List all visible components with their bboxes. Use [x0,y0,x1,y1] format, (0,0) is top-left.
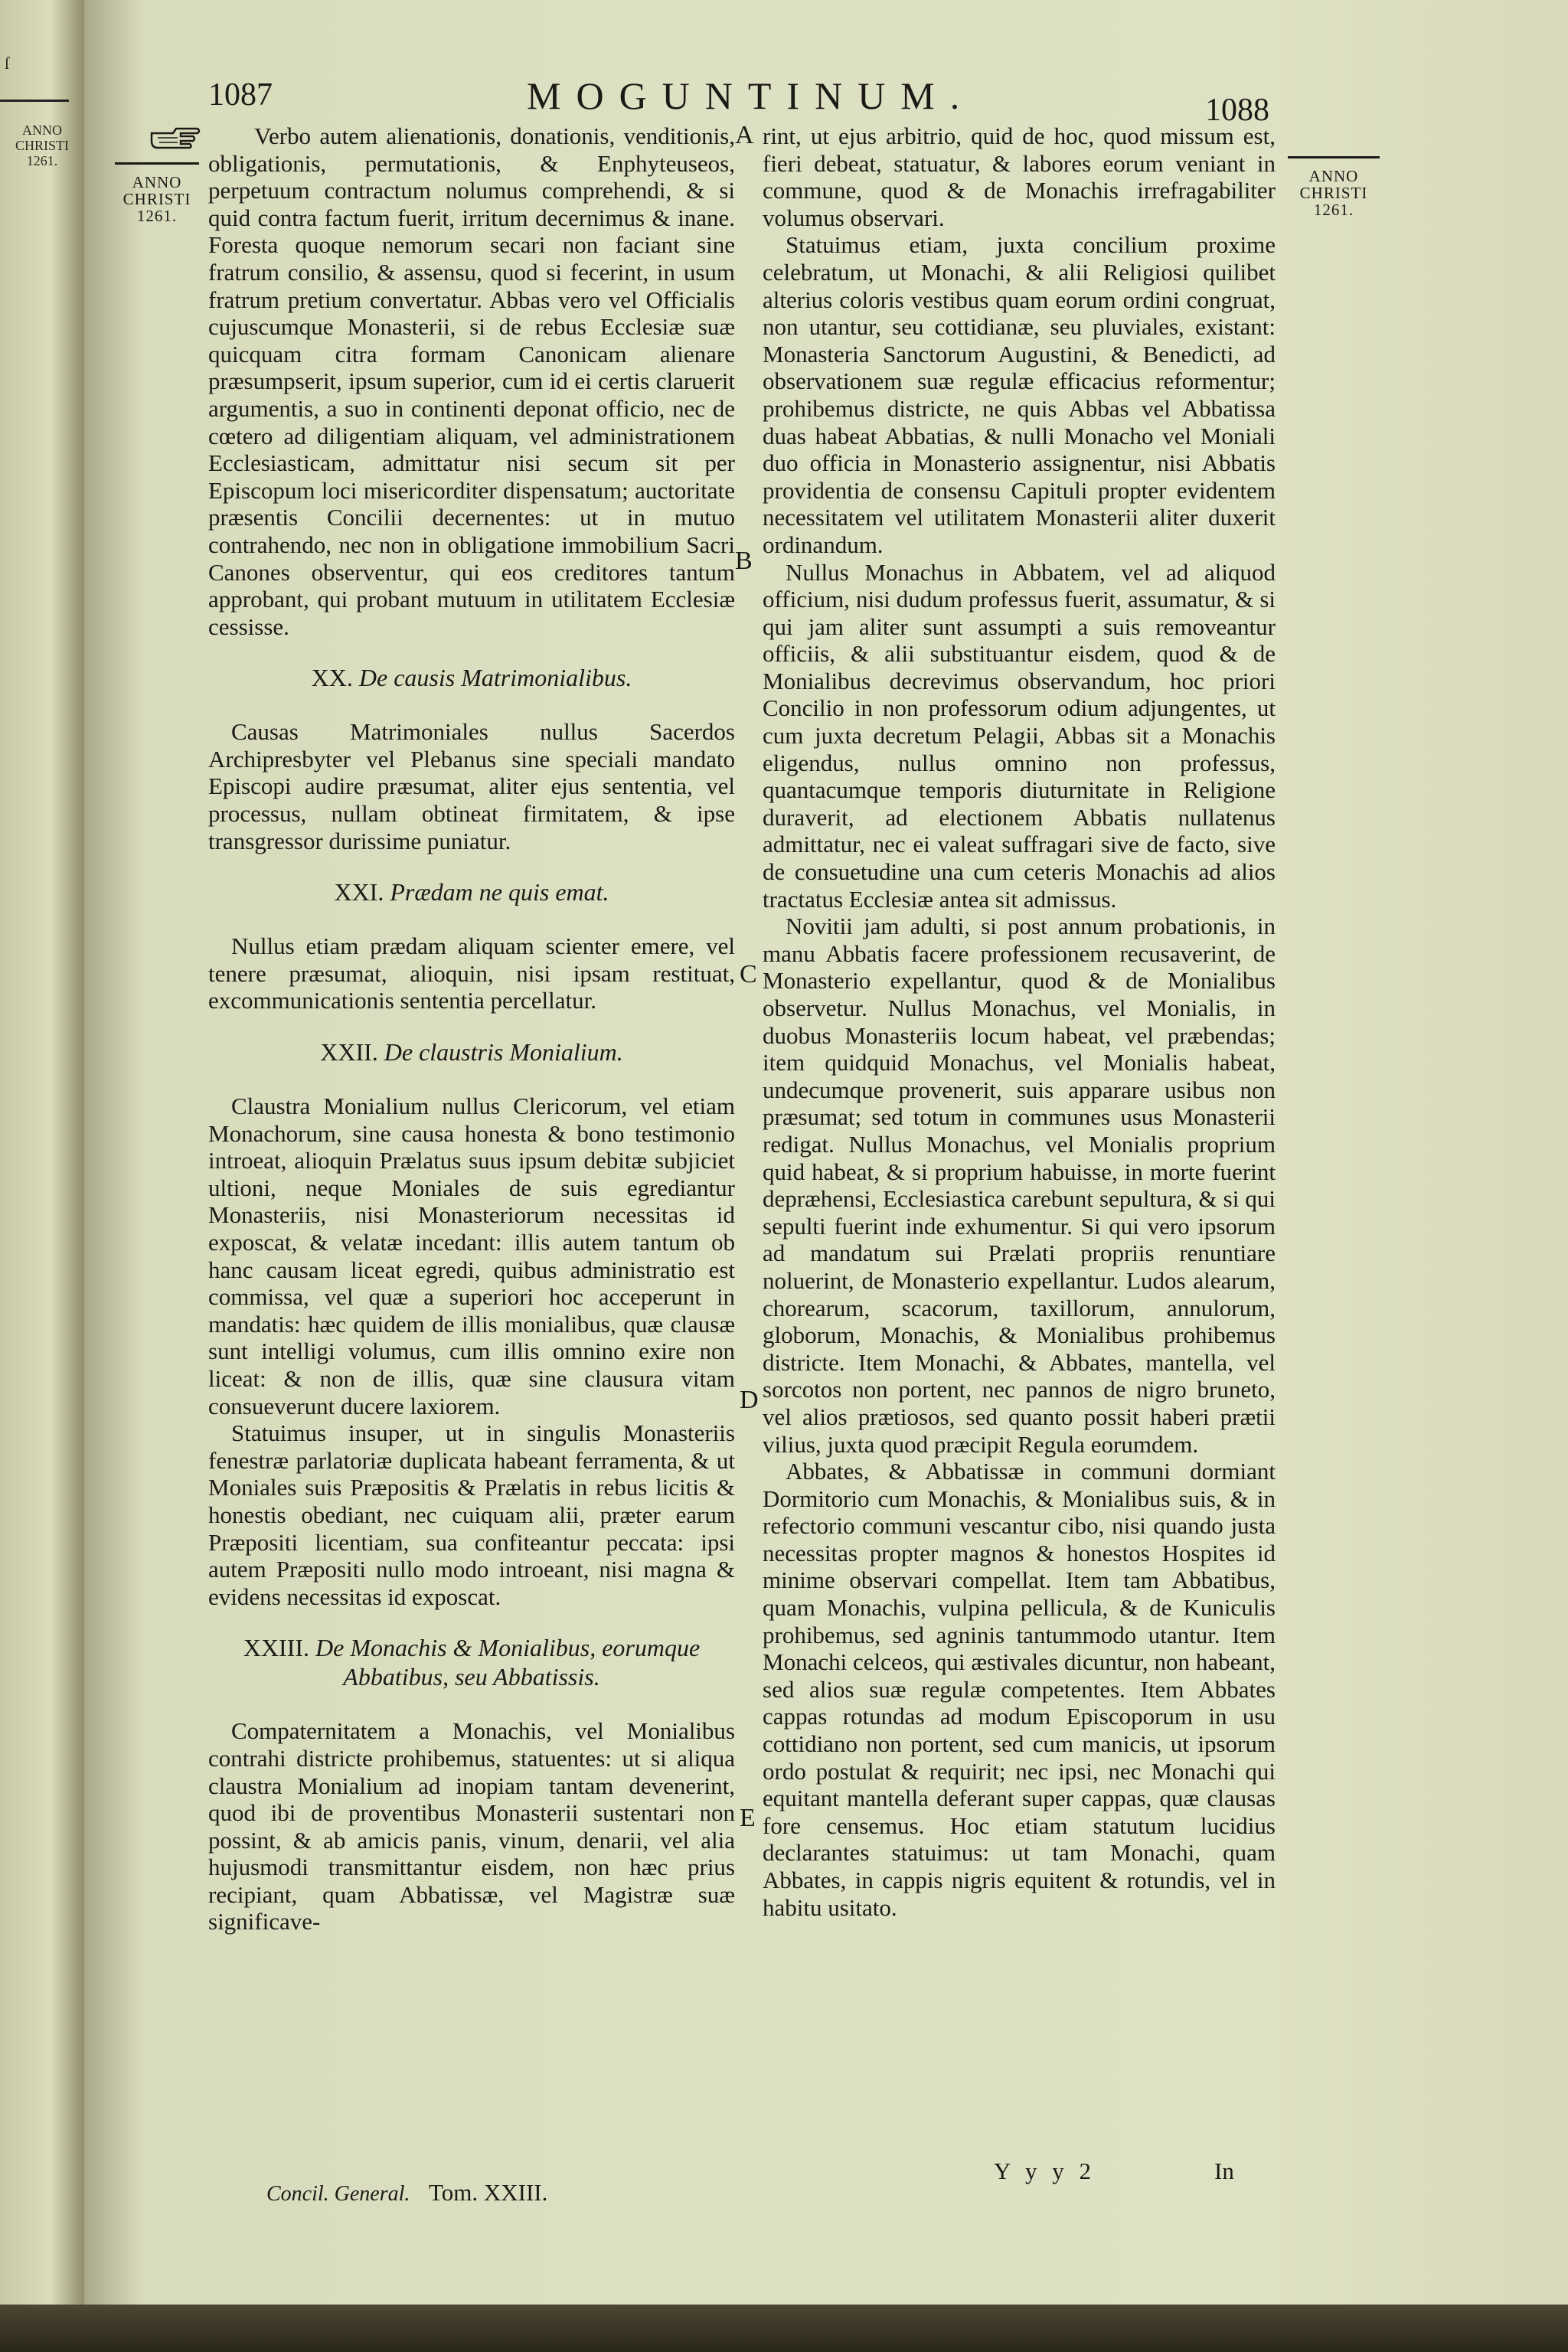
margin-rule-right [1288,156,1380,158]
right-text-column [763,122,1276,1921]
signature-mark: Y y y 2 [994,2158,1096,2184]
margin-rule-left [115,162,199,165]
pointing-hand-icon [150,122,201,157]
paragraph: Novitii jam adulti, si post annum probationis, in manu Abbatis facere professionem recusaverint, de Monasterio expellantur, quod & de Monialibus observetur. Nullus Monachus, vel Monialis, in duobus Monasteriis locum habeat, vel præbendas; item quidquid Monachus, vel Monialis habeat, undecumque provenerit, suis apparare usibus non præsumat; sed totum in communes usus Monasterii redigat. Nullus Monachus, vel Monialis proprium quid habeat, & si proprium habuisse, in morte fuerint depræhensi, Ecclesiastica carebunt sepultura, & si qui sepulti fuerint inde exhumentur. Si qui vero ipsorum ad mandatum sui Prælati propriis renuntiare noluerint, de Monasterio expellantur. Ludos alearum, chorearum, scacorum, taxillorum, annulorum, globorum, Monachis, & Monialibus prohibemus districte. Item Monachi, & Abbates, mantella, vel sorcotos non portent, nec pannos de nigro bruneto, vel alios prætiosos, sed quanto possit haberi prætii vilius, juxta quod præcipit Regula eorumdem. [763,913,1276,1458]
footer-volume: Tom. XXIII. [429,2179,548,2206]
previous-page-edge [0,0,84,2352]
paragraph: Causas Matrimoniales nullus Sacerdos Archipresbyter vel Plebanus sine speciali mandato Episcopi audire præsumat, aliter ejus sententia, vel processus, nullam obtineat firmitatem, & ipse transgressor durissime puniatur. [208,718,735,854]
section-letter-e: E [740,1804,756,1832]
section-letter-b: B [735,547,753,575]
paragraph: Nullus etiam prædam aliquam scienter emere, vel tenere præsumat, alioquin, nisi ipsam restituat, excommunicationis sententia percellatur. [208,933,735,1014]
paragraph: Statuimus etiam, juxta concilium proxime celebratum, ut Monachi, & alii Religiosi quilibet alterius coloris vestibus quam eorum ordini congruat, non utantur, seu cottidianæ, seu pluviales, existant: Monasteria Sanctorum Augustini, & Benedicti, ad observationem suæ regulæ efficacius reformentur; prohibemus districte, ne quis Abbas vel Abbatissa duas habeat Abbatias, & nulli Monacho vel Moniali duo officia in Monasterio assignentur, nisi Abbatis providentia de consensu Capituli propter evidentem necessitatem vel utilitatem Monasterii aliter duxerit ordinandum. [763,231,1276,558]
running-title: MOGUNTINUM. [527,74,975,117]
margin-note-left: ANNO CHRISTI 1261. [115,162,199,224]
paragraph: Claustra Monialium nullus Clericorum, vel etiam Monachorum, sine causa honesta & bono testimonio introeat, alioquin Prælatus suus ipsum debitæ subjiciet ultioni, neque Moniales de suis egrediantur Monasteriis, nisi Monasteriorum necessitas id exposcat, & velatæ incedant: illis autem tantum ob hanc causam liceat egredi, quibus administratio est commissa, vel quæ a superiori hoc acceperunt in mandatis: hæc quidem de illis monialibus, quæ clausæ sunt intelligi volumus, cum illis omnino exire non liceat: & non de illis, quæ sine clausura vitam consueverunt ducere laxiorem. [208,1093,735,1419]
footer-source: Concil. General. [266,2182,410,2206]
section-letter-d: D [740,1386,759,1414]
paragraph: Verbo autem alienationis, donationis, venditionis, obligationis, permutationis, & Enphyteuseos, perpetuum contractum nolumus comprehendi, & si quid contra factum fuerit, irritum decernimus & inane. Foresta quoque nemorum secari non faciant sine fratrum consilio, & assensu, quod si fecerint, in usum fratrum pretium convertatur. Abbas vero vel Officialis cujuscumque Monasterii, si de rebus Ecclesiæ suæ quicquam citra formam Canonicam alienare præsumpserit, ipsum superior, cum id ei certis claruerit argumentis, a suo in continenti deponat officio, nec de cœtero ad diligentiam aliquam, vel administrationem Ecclesiasticam, admittatur nisi secum sit per Episcopum loci misericorditer dispensatum; auctoritate præsentis Concilii decernentes: ut in mutuo contrahendo, nec non in obligatione immobilium Sacri Canones observentur, qui eos creditores tantum approbant, qui probant mutuum in utilitatem Ecclesiæ cessisse. [208,122,735,640]
section-heading-xxiii: XXIII. De Monachis & Monialibus, eorumque Abbatibus, seu Abbatissis. [243,1634,701,1691]
page-number-right: 1088 [1205,93,1269,128]
paragraph: Statuimus insuper, ut in singulis Monasteriis fenestræ parlatoriæ duplicata habeant ferramenta, & ut Moniales suis Præpositis & Prælatis in rebus licitis & honestis obediant, nec cuiquam alii, præter earum Præpositi licentiam, sua confiteantur peccata: ipsi autem Præpositi nullo modo introeant, nisi magna & evidens necessitas id exposcat. [208,1419,735,1610]
paragraph: Compaternitatem a Monachis, vel Monialibus contrahi districte prohibemus, statuentes: ut si aliqua claustra Monialium ad inopiam tantam devenerint, quod ibi de proventibus Monasterii sustentari non possint, & ab amicis panis, vinum, denarii, vel alia hujusmodi transmittantur eisdem, non hæc prius recipiant, quam Abbatissæ, vel Magistræ suæ significave- [208,1717,735,1936]
prev-page-mark: ſ [5,54,10,73]
margin-note-right: ANNO CHRISTI 1261. [1288,156,1380,218]
left-text-column [208,122,735,1936]
page-bottom-edge [0,2305,1568,2352]
section-letter-c: C [740,960,757,988]
catchword: In [1214,2158,1234,2184]
section-heading-xx: XX. De causis Matrimonialibus. [311,664,632,692]
section-heading-xxii: XXII. De claustris Monialium. [320,1038,623,1067]
paragraph: Nullus Monachus in Abbatem, vel ad aliquod officium, nisi dudum professus fuerit, assumatur, & si qui jam aliter sunt assumpti a suis removeantur officiis, & alii substituantur eisdem, quod & de Monialibus decrevimus observandum, hoc priori Concilio in non professorum odium adjungentes, ut cum juxta decretum Pelagii, Abbas sit a Monachis eligendus, nullus omnino non professus, quantacumque temporis diuturnitate in Religione duraverit, ad electionem Abbatis nullatenus admittatur, nec ei valeat suffragari sive de facto, sive de consuetudine una cum ceteris Monachis ad alios tractatus Ecclesiæ antea sit admissus. [763,558,1276,913]
section-letter-a: A [735,121,754,149]
page-number-left: 1087 [208,77,273,113]
paragraph: Abbates, & Abbatissæ in communi dormiant Dormitorio cum Monachis, & Monialibus suis, & in refectorio communi vescantur cibo, nisi quando justa necessitas propter magnos & honestos Hospites id minime observari compellat. Item tam Abbatibus, quam Monachis, vulpina pellicula, & de Kuniculis prohibemus, sed agninis tantummodo utantur. Item Monachi celceos, qui æstivales dicuntur, non habeant, sed alios suæ regulæ competentes. Item Abbates cappas rotundas ad modum Episcoporum in usu cottidiano non portent, sed cum manicis, ut ipsorum ordo postulat & requirit; nec ipsi, nec Monachi qui equitant mantella deferant super cappas, quæ clausas fore censemus. Hoc etiam statutum lucidius declarantes statuimus: ut tam Monachi, quam Abbates, in cappis nigris equitent & rotundis, vel in habitu usitato. [763,1458,1276,1921]
prev-page-anno-note: ANNO CHRISTI 1261. [15,122,70,168]
prev-page-rule [0,100,69,102]
paragraph: rint, ut ejus arbitrio, quid de hoc, quod missum est, fieri debeat, statuatur, & labores eorum veniant in commune, quod & de Monachis irrefragabiliter volumus observari. [763,122,1276,231]
section-heading-xxi: XXI. Prædam ne quis emat. [334,878,609,906]
